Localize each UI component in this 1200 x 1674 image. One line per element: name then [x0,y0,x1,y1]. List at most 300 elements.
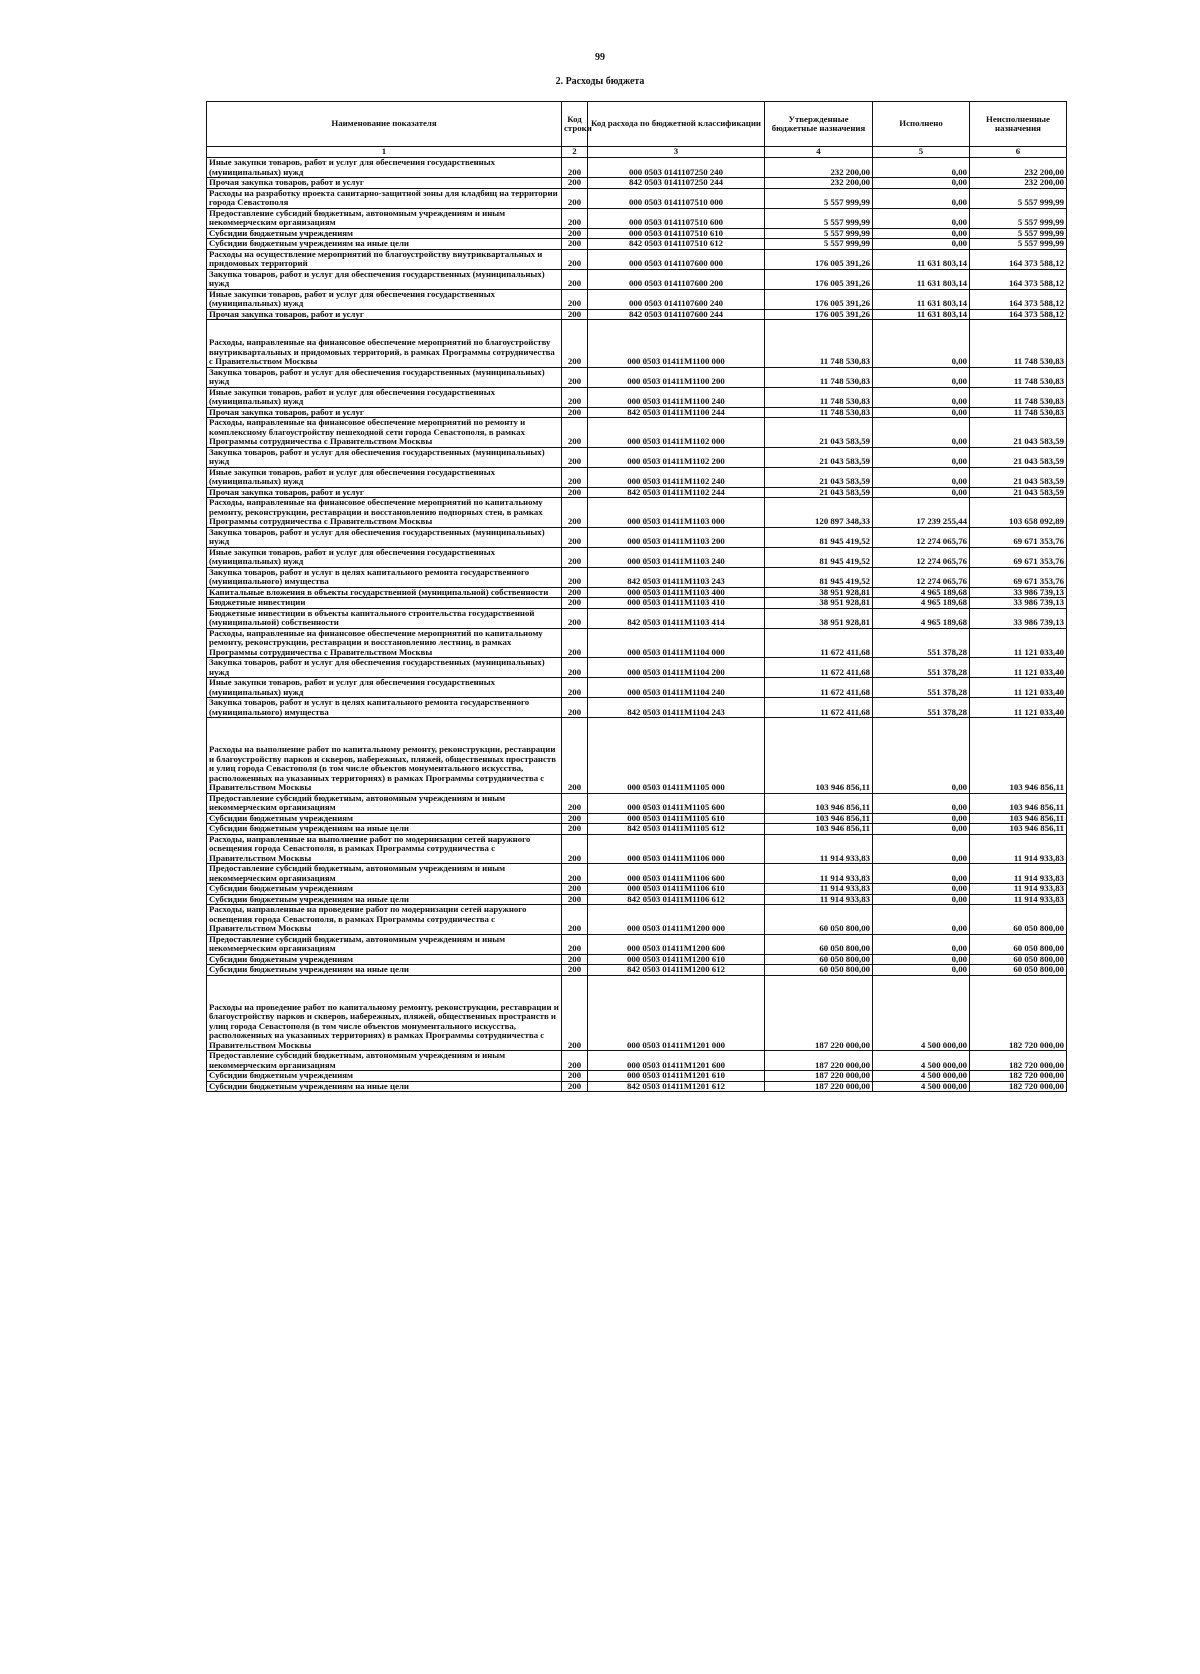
table-row [207,309,1067,320]
table-row [207,367,1067,387]
row-name-cell: Закупка товаров, работ и услуг для обеспечения государственных (муниципальных) нужд [207,269,562,289]
row-executed-cell: 0,00 [873,467,970,487]
row-budget-code-cell: 000 0503 0141107510 000 [588,188,765,208]
row-executed-cell: 0,00 [873,320,970,368]
row-approved-cell: 5 557 999,99 [765,239,873,250]
table-row [207,228,1067,239]
row-name-cell: Предоставление субсидий бюджетным, автономным учреждениям и иным некоммерческим организациям [207,1051,562,1071]
row-name-cell: Субсидии бюджетным учреждениям [207,228,562,239]
row-approved-cell: 5 557 999,99 [765,188,873,208]
row-executed-cell: 17 239 255,44 [873,498,970,528]
table-row [207,587,1067,598]
row-name-cell: Закупка товаров, работ и услуг для обеспечения государственных (муниципальных) нужд [207,447,562,467]
page-number: 99 [595,52,605,63]
table-row [207,975,1067,1051]
row-name-cell: Расходы, направленные на финансовое обеспечение мероприятий по ремонту и комплексному благоустройству пешеходной сети города Севастополя, в рамках Программы сотрудничества с Правительством Москвы [207,418,562,448]
row-approved-cell: 176 005 391,26 [765,269,873,289]
row-line-code-cell: 200 [562,598,588,609]
row-name-cell: Иные закупки товаров, работ и услуг для обеспечения государственных (муниципальных) нужд [207,158,562,178]
row-unexecuted-cell: 11 748 530,83 [970,387,1067,407]
row-executed-cell: 0,00 [873,793,970,813]
row-budget-code-cell: 000 0503 01411М1104 000 [588,628,765,658]
row-approved-cell: 176 005 391,26 [765,309,873,320]
row-budget-code-cell: 842 0503 01411М1201 612 [588,1081,765,1092]
row-unexecuted-cell: 232 200,00 [970,178,1067,189]
row-name-cell: Предоставление субсидий бюджетным, автономным учреждениям и иным некоммерческим организациям [207,793,562,813]
row-unexecuted-cell: 69 671 353,76 [970,527,1067,547]
row-name-cell: Иные закупки товаров, работ и услуг для обеспечения государственных (муниципальных) нужд [207,387,562,407]
row-executed-cell: 0,00 [873,718,970,794]
table-row [207,498,1067,528]
row-unexecuted-cell: 33 986 739,13 [970,598,1067,609]
table-row [207,905,1067,935]
row-executed-cell: 0,00 [873,934,970,954]
row-budget-code-cell: 842 0503 01411М1106 612 [588,894,765,905]
table-row [207,239,1067,250]
row-budget-code-cell: 000 0503 01411М1102 000 [588,418,765,448]
row-line-code-cell: 200 [562,387,588,407]
column-number: 6 [970,147,1067,158]
row-executed-cell: 0,00 [873,367,970,387]
row-unexecuted-cell: 5 557 999,99 [970,208,1067,228]
row-unexecuted-cell: 60 050 800,00 [970,965,1067,976]
row-approved-cell: 120 897 348,33 [765,498,873,528]
row-unexecuted-cell: 5 557 999,99 [970,188,1067,208]
row-executed-cell: 0,00 [873,813,970,824]
row-unexecuted-cell: 11 914 933,83 [970,834,1067,864]
table-row [207,864,1067,884]
row-executed-cell: 12 274 065,76 [873,547,970,567]
row-executed-cell: 4 965 189,68 [873,598,970,609]
row-executed-cell: 11 631 803,14 [873,309,970,320]
row-name-cell: Расходы на разработку проекта санитарно-защитной зоны для кладбищ на территории города Севастополя [207,188,562,208]
table-row [207,628,1067,658]
table-row [207,178,1067,189]
row-name-cell: Субсидии бюджетным учреждениям [207,954,562,965]
row-name-cell: Расходы, направленные на финансовое обеспечение мероприятий по капитальному ремонту, реконструкции, реставрации и восстановлению лестниц, в рамках Программы сотрудничества с Правительством Москвы [207,628,562,658]
row-approved-cell: 11 748 530,83 [765,320,873,368]
row-budget-code-cell: 000 0503 01411М1106 610 [588,884,765,895]
row-budget-code-cell: 000 0503 01411М1200 000 [588,905,765,935]
column-number: 5 [873,147,970,158]
row-name-cell: Субсидии бюджетным учреждениям на иные цели [207,965,562,976]
row-line-code-cell: 200 [562,965,588,976]
row-unexecuted-cell: 11 121 033,40 [970,678,1067,698]
row-line-code-cell: 200 [562,905,588,935]
table-row [207,598,1067,609]
row-budget-code-cell: 000 0503 01411М1105 000 [588,718,765,794]
row-executed-cell: 12 274 065,76 [873,567,970,587]
section-title: 2. Расходы бюджета [555,76,645,87]
row-name-cell: Закупка товаров, работ и услуг в целях капитального ремонта государственного (муниципального) имущества [207,567,562,587]
header-executed: Исполнено [873,102,970,147]
row-executed-cell: 0,00 [873,418,970,448]
row-approved-cell: 60 050 800,00 [765,965,873,976]
row-executed-cell: 0,00 [873,158,970,178]
row-line-code-cell: 200 [562,658,588,678]
row-name-cell: Иные закупки товаров, работ и услуг для обеспечения государственных (муниципальных) нужд [207,547,562,567]
row-budget-code-cell: 000 0503 01411М1103 410 [588,598,765,609]
row-name-cell: Расходы на осуществление мероприятий по благоустройству внутриквартальных и придомовых территорий [207,249,562,269]
table-row [207,834,1067,864]
row-budget-code-cell: 000 0503 01411М1106 600 [588,864,765,884]
row-name-cell: Бюджетные инвестиции [207,598,562,609]
table-header-row [207,102,1067,147]
row-unexecuted-cell: 11 914 933,83 [970,884,1067,895]
row-line-code-cell: 200 [562,188,588,208]
row-budget-code-cell: 000 0503 01411М1100 200 [588,367,765,387]
row-unexecuted-cell: 11 914 933,83 [970,864,1067,884]
row-line-code-cell: 200 [562,608,588,628]
row-line-code-cell: 200 [562,158,588,178]
row-line-code-cell: 200 [562,1051,588,1071]
row-budget-code-cell: 000 0503 0141107600 200 [588,269,765,289]
row-approved-cell: 103 946 856,11 [765,793,873,813]
row-approved-cell: 5 557 999,99 [765,208,873,228]
table-row [207,608,1067,628]
table-row [207,547,1067,567]
header-unexecuted: Неисполненные назначения [970,102,1067,147]
row-line-code-cell: 200 [562,894,588,905]
row-approved-cell: 60 050 800,00 [765,954,873,965]
row-unexecuted-cell: 11 748 530,83 [970,320,1067,368]
table-row [207,793,1067,813]
row-name-cell: Иные закупки товаров, работ и услуг для обеспечения государственных (муниципальных) нужд [207,289,562,309]
row-name-cell: Субсидии бюджетным учреждениям [207,884,562,895]
row-approved-cell: 38 951 928,81 [765,608,873,628]
row-line-code-cell: 200 [562,309,588,320]
row-executed-cell: 11 631 803,14 [873,249,970,269]
table-row [207,698,1067,718]
row-name-cell: Предоставление субсидий бюджетным, автономным учреждениям и иным некоммерческим организациям [207,934,562,954]
row-unexecuted-cell: 21 043 583,59 [970,418,1067,448]
row-name-cell: Расходы, направленные на проведение работ по модернизации сетей наружного освещения города Севастополя, в рамках Программы сотрудничества с Правительством Москвы [207,905,562,935]
row-executed-cell: 0,00 [873,239,970,250]
row-approved-cell: 38 951 928,81 [765,598,873,609]
table-row [207,884,1067,895]
row-budget-code-cell: 000 0503 01411М1102 240 [588,467,765,487]
row-budget-code-cell: 842 0503 01411М1103 414 [588,608,765,628]
table-row [207,567,1067,587]
row-name-cell: Субсидии бюджетным учреждениям на иные цели [207,894,562,905]
row-approved-cell: 60 050 800,00 [765,934,873,954]
row-approved-cell: 232 200,00 [765,178,873,189]
row-unexecuted-cell: 33 986 739,13 [970,587,1067,598]
row-unexecuted-cell: 182 720 000,00 [970,1081,1067,1092]
row-unexecuted-cell: 60 050 800,00 [970,905,1067,935]
row-unexecuted-cell: 21 043 583,59 [970,467,1067,487]
row-approved-cell: 187 220 000,00 [765,1071,873,1082]
row-approved-cell: 5 557 999,99 [765,228,873,239]
row-name-cell: Расходы на проведение работ по капитальному ремонту, реконструкции, реставрации и благоустройству парков и скверов, набережных, пляжей, общественных пространств и улиц города Севастополя (в том числе объектов монументального искусства, расположенных на указанных территориях) в рамках Программы сотрудничества с Правительством Москвы [207,975,562,1051]
row-unexecuted-cell: 69 671 353,76 [970,547,1067,567]
row-executed-cell: 4 500 000,00 [873,1081,970,1092]
row-budget-code-cell: 000 0503 01411М1100 000 [588,320,765,368]
row-executed-cell: 0,00 [873,487,970,498]
row-line-code-cell: 200 [562,178,588,189]
row-unexecuted-cell: 232 200,00 [970,158,1067,178]
table-row [207,208,1067,228]
table-row [207,718,1067,794]
table-row [207,158,1067,178]
table-row [207,1081,1067,1092]
row-budget-code-cell: 000 0503 01411М1201 610 [588,1071,765,1082]
row-executed-cell: 4 965 189,68 [873,587,970,598]
row-budget-code-cell: 000 0503 01411М1105 600 [588,793,765,813]
header-budget-code: Код расхода по бюджетной классификации [588,102,765,147]
row-approved-cell: 11 748 530,83 [765,387,873,407]
row-line-code-cell: 200 [562,239,588,250]
row-budget-code-cell: 000 0503 01411М1103 000 [588,498,765,528]
column-number: 3 [588,147,765,158]
row-name-cell: Расходы, направленные на финансовое обеспечение мероприятий по благоустройству внутриквартальных и придомовых территорий, в рамках Программы сотрудничества с Правительством Москвы [207,320,562,368]
row-name-cell: Прочая закупка товаров, работ и услуг [207,309,562,320]
row-name-cell: Расходы, направленные на финансовое обеспечение мероприятий по капитальному ремонту, реконструкции, реставрации и восстановлению подпорных стен, в рамках Программы сотрудничества с Правительством Москвы [207,498,562,528]
table-row [207,954,1067,965]
row-approved-cell: 38 951 928,81 [765,587,873,598]
row-line-code-cell: 200 [562,249,588,269]
row-name-cell: Субсидии бюджетным учреждениям на иные цели [207,239,562,250]
row-line-code-cell: 200 [562,487,588,498]
row-name-cell: Предоставление субсидий бюджетным, автономным учреждениям и иным некоммерческим организациям [207,208,562,228]
row-executed-cell: 551 378,28 [873,698,970,718]
row-line-code-cell: 200 [562,1081,588,1092]
header-approved: Утвержденные бюджетные назначения [765,102,873,147]
row-executed-cell: 0,00 [873,228,970,239]
row-budget-code-cell: 842 0503 0141107250 244 [588,178,765,189]
row-unexecuted-cell: 164 373 588,12 [970,309,1067,320]
row-line-code-cell: 200 [562,447,588,467]
row-budget-code-cell: 000 0503 01411М1104 200 [588,658,765,678]
row-approved-cell: 11 914 933,83 [765,884,873,895]
row-unexecuted-cell: 103 658 092,89 [970,498,1067,528]
row-unexecuted-cell: 182 720 000,00 [970,975,1067,1051]
row-approved-cell: 187 220 000,00 [765,1081,873,1092]
row-line-code-cell: 200 [562,208,588,228]
row-name-cell: Субсидии бюджетным учреждениям [207,1071,562,1082]
row-line-code-cell: 200 [562,864,588,884]
row-budget-code-cell: 842 0503 01411М1102 244 [588,487,765,498]
row-line-code-cell: 200 [562,813,588,824]
row-approved-cell: 60 050 800,00 [765,905,873,935]
row-approved-cell: 11 914 933,83 [765,834,873,864]
row-name-cell: Субсидии бюджетным учреждениям [207,813,562,824]
row-unexecuted-cell: 103 946 856,11 [970,824,1067,835]
row-executed-cell: 12 274 065,76 [873,527,970,547]
row-executed-cell: 0,00 [873,188,970,208]
row-line-code-cell: 200 [562,367,588,387]
row-approved-cell: 176 005 391,26 [765,289,873,309]
table-row [207,1071,1067,1082]
table-row [207,934,1067,954]
row-executed-cell: 0,00 [873,407,970,418]
row-budget-code-cell: 000 0503 01411М1103 400 [588,587,765,598]
row-name-cell: Иные закупки товаров, работ и услуг для обеспечения государственных (муниципальных) нужд [207,467,562,487]
table-row [207,289,1067,309]
row-executed-cell: 4 500 000,00 [873,1051,970,1071]
row-line-code-cell: 200 [562,934,588,954]
row-executed-cell: 11 631 803,14 [873,289,970,309]
row-executed-cell: 0,00 [873,905,970,935]
row-unexecuted-cell: 11 914 933,83 [970,894,1067,905]
row-budget-code-cell: 842 0503 01411М1105 612 [588,824,765,835]
row-budget-code-cell: 000 0503 01411М1102 200 [588,447,765,467]
row-name-cell: Предоставление субсидий бюджетным, автономным учреждениям и иным некоммерческим организациям [207,864,562,884]
row-approved-cell: 21 043 583,59 [765,467,873,487]
table-body [207,158,1067,1092]
row-budget-code-cell: 000 0503 01411М1103 240 [588,547,765,567]
row-budget-code-cell: 000 0503 01411М1100 240 [588,387,765,407]
table-row [207,894,1067,905]
row-line-code-cell: 200 [562,289,588,309]
row-unexecuted-cell: 182 720 000,00 [970,1071,1067,1082]
row-budget-code-cell: 000 0503 01411М1103 200 [588,527,765,547]
row-unexecuted-cell: 11 748 530,83 [970,367,1067,387]
row-approved-cell: 11 672 411,68 [765,628,873,658]
row-approved-cell: 21 043 583,59 [765,487,873,498]
row-line-code-cell: 200 [562,269,588,289]
row-executed-cell: 4 965 189,68 [873,608,970,628]
row-approved-cell: 187 220 000,00 [765,1051,873,1071]
row-approved-cell: 21 043 583,59 [765,418,873,448]
row-name-cell: Бюджетные инвестиции в объекты капитального строительства государственной (муниципальной) собственности [207,608,562,628]
row-executed-cell: 551 378,28 [873,678,970,698]
row-line-code-cell: 200 [562,834,588,864]
row-approved-cell: 103 946 856,11 [765,718,873,794]
row-unexecuted-cell: 21 043 583,59 [970,447,1067,467]
row-approved-cell: 11 672 411,68 [765,658,873,678]
row-unexecuted-cell: 103 946 856,11 [970,813,1067,824]
row-line-code-cell: 200 [562,698,588,718]
row-budget-code-cell: 842 0503 01411М1100 244 [588,407,765,418]
row-budget-code-cell: 000 0503 0141107510 600 [588,208,765,228]
table-row [207,188,1067,208]
row-budget-code-cell: 000 0503 0141107600 240 [588,289,765,309]
row-name-cell: Закупка товаров, работ и услуг для обеспечения государственных (муниципальных) нужд [207,527,562,547]
row-name-cell: Прочая закупка товаров, работ и услуг [207,407,562,418]
row-executed-cell: 0,00 [873,447,970,467]
row-approved-cell: 11 914 933,83 [765,864,873,884]
table-row [207,813,1067,824]
row-executed-cell: 0,00 [873,965,970,976]
row-unexecuted-cell: 21 043 583,59 [970,487,1067,498]
table-row [207,447,1067,467]
budget-expenses-table [206,101,1067,1092]
header-indicator-name: Наименование показателя [207,102,562,147]
row-unexecuted-cell: 11 121 033,40 [970,628,1067,658]
row-line-code-cell: 200 [562,1071,588,1082]
row-unexecuted-cell: 33 986 739,13 [970,608,1067,628]
table-row [207,249,1067,269]
row-budget-code-cell: 000 0503 0141107600 000 [588,249,765,269]
row-budget-code-cell: 842 0503 01411М1104 243 [588,698,765,718]
row-line-code-cell: 200 [562,407,588,418]
row-line-code-cell: 200 [562,567,588,587]
row-approved-cell: 187 220 000,00 [765,975,873,1051]
row-executed-cell: 11 631 803,14 [873,269,970,289]
row-line-code-cell: 200 [562,793,588,813]
row-unexecuted-cell: 5 557 999,99 [970,228,1067,239]
row-approved-cell: 11 748 530,83 [765,407,873,418]
row-approved-cell: 81 945 419,52 [765,547,873,567]
row-line-code-cell: 200 [562,228,588,239]
row-name-cell: Прочая закупка товаров, работ и услуг [207,487,562,498]
row-name-cell: Субсидии бюджетным учреждениям на иные цели [207,824,562,835]
row-budget-code-cell: 842 0503 0141107510 612 [588,239,765,250]
table-row [207,418,1067,448]
row-executed-cell: 0,00 [873,954,970,965]
row-executed-cell: 0,00 [873,894,970,905]
row-name-cell: Расходы на выполнение работ по капитальному ремонту, реконструкции, реставрации и благоустройству парков и скверов, набережных, пляжей, общественных пространств и улиц города Севастополя (в том числе объектов монументального искусства, расположенных на указанных территориях) в рамках Программы сотрудничества с Правительством Москвы [207,718,562,794]
row-unexecuted-cell: 5 557 999,99 [970,239,1067,250]
column-number: 1 [207,147,562,158]
row-budget-code-cell: 000 0503 0141107510 610 [588,228,765,239]
row-line-code-cell: 200 [562,498,588,528]
row-approved-cell: 176 005 391,26 [765,249,873,269]
row-line-code-cell: 200 [562,418,588,448]
table-row [207,678,1067,698]
row-line-code-cell: 200 [562,718,588,794]
column-number: 4 [765,147,873,158]
row-approved-cell: 232 200,00 [765,158,873,178]
row-approved-cell: 11 914 933,83 [765,894,873,905]
row-line-code-cell: 200 [562,975,588,1051]
table-row [207,487,1067,498]
row-executed-cell: 0,00 [873,824,970,835]
row-unexecuted-cell: 69 671 353,76 [970,567,1067,587]
row-budget-code-cell: 000 0503 01411М1201 000 [588,975,765,1051]
row-budget-code-cell: 000 0503 0141107250 240 [588,158,765,178]
row-line-code-cell: 200 [562,527,588,547]
row-budget-code-cell: 842 0503 01411М1200 612 [588,965,765,976]
row-executed-cell: 4 500 000,00 [873,975,970,1051]
row-line-code-cell: 200 [562,587,588,598]
row-unexecuted-cell: 11 121 033,40 [970,658,1067,678]
row-budget-code-cell: 000 0503 01411М1106 000 [588,834,765,864]
row-line-code-cell: 200 [562,884,588,895]
row-name-cell: Иные закупки товаров, работ и услуг для обеспечения государственных (муниципальных) нужд [207,678,562,698]
row-budget-code-cell: 842 0503 01411М1103 243 [588,567,765,587]
row-executed-cell: 0,00 [873,387,970,407]
row-unexecuted-cell: 103 946 856,11 [970,718,1067,794]
row-executed-cell: 0,00 [873,864,970,884]
row-line-code-cell: 200 [562,954,588,965]
row-name-cell: Закупка товаров, работ и услуг для обеспечения государственных (муниципальных) нужд [207,658,562,678]
row-unexecuted-cell: 103 946 856,11 [970,793,1067,813]
row-unexecuted-cell: 164 373 588,12 [970,249,1067,269]
row-line-code-cell: 200 [562,824,588,835]
row-executed-cell: 4 500 000,00 [873,1071,970,1082]
row-executed-cell: 0,00 [873,178,970,189]
row-line-code-cell: 200 [562,547,588,567]
table-row [207,320,1067,368]
row-approved-cell: 11 748 530,83 [765,367,873,387]
row-approved-cell: 11 672 411,68 [765,678,873,698]
table-row [207,269,1067,289]
row-unexecuted-cell: 182 720 000,00 [970,1051,1067,1071]
row-budget-code-cell: 000 0503 01411М1104 240 [588,678,765,698]
row-unexecuted-cell: 11 748 530,83 [970,407,1067,418]
row-name-cell: Закупка товаров, работ и услуг в целях капитального ремонта государственного (муниципального) имущества [207,698,562,718]
table-row [207,527,1067,547]
row-approved-cell: 81 945 419,52 [765,567,873,587]
row-executed-cell: 0,00 [873,884,970,895]
table-row [207,658,1067,678]
row-approved-cell: 103 946 856,11 [765,813,873,824]
row-line-code-cell: 200 [562,628,588,658]
row-line-code-cell: 200 [562,320,588,368]
table-row [207,1051,1067,1071]
